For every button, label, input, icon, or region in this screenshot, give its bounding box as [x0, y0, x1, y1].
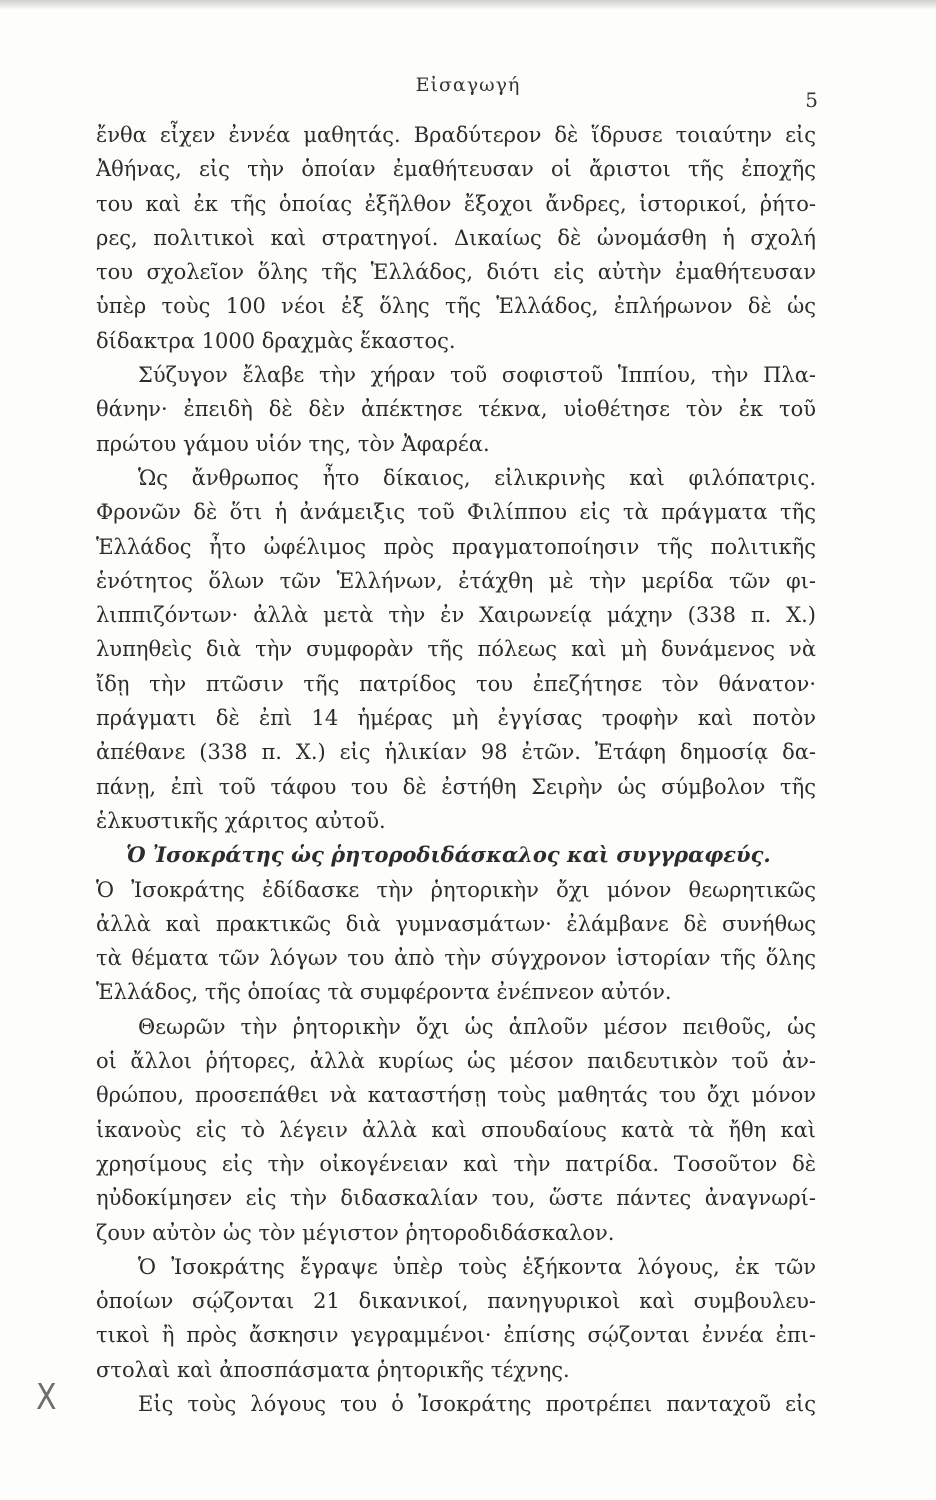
- text-line: Φρονῶν δὲ ὅτι ἡ ἀνάμειξις τοῦ Φιλίππου εἰς τὰ πράγματα τῆς: [96, 500, 816, 525]
- text-line: ἑνότητος ὅλων τῶν Ἑλλήνων, ἐτάχθη μὲ τὴν μερίδα τῶν φι-: [96, 568, 816, 593]
- text-line: τικοὶ ἢ πρὸς ἄσκησιν γεγραμμένοι· ἐπίσης σῴζονται ἐννέα ἐπι-: [96, 1323, 816, 1348]
- text-line: θάνην· ἐπειδὴ δὲ δὲν ἀπέκτησε τέκνα, υἱοθέτησε τὸν ἐκ τοῦ: [96, 397, 816, 422]
- section-heading: Ὁ Ἰσοκράτης ὡς ῥητοροδιδάσκαλος καὶ συγγραφεύς.: [126, 842, 771, 868]
- text-line: Εἰς τοὺς λόγους του ὁ Ἰσοκράτης προτρέπει πανταχοῦ εἰς: [138, 1391, 816, 1416]
- text-line: πάνῃ, ἐπὶ τοῦ τάφου του δὲ ἐστήθη Σειρὴν ὡς σύμβολον τῆς: [96, 774, 816, 799]
- text-line: Ἑλλάδος, τῆς ὁποίας τὰ συμφέροντα ἐνέπνεον αὐτόν.: [96, 980, 672, 1005]
- text-line: Ὡς ἄνθρωπος ἦτο δίκαιος, εἰλικρινὴς καὶ φιλόπατρις.: [138, 465, 816, 490]
- text-line: τὰ θέματα τῶν λόγων του ἀπὸ τὴν σύγχρονον ἱστορίαν τῆς ὅλης: [96, 946, 816, 971]
- text-line: λυπηθεὶς διὰ τὴν συμφορὰν τῆς πόλεως καὶ μὴ δυνάμενος νὰ: [96, 637, 816, 662]
- text-line: Ὁ Ἰσοκράτης ἐδίδασκε τὴν ῥητορικὴν ὄχι μόνον θεωρητικῶς: [96, 877, 816, 902]
- page-header: [0, 74, 936, 112]
- text-line: ἀπέθανε (338 π. Χ.) εἰς ἡλικίαν 98 ἐτῶν. Ἐτάφη δημοσίᾳ δα-: [96, 740, 816, 765]
- text-line: ηὐδοκίμησεν εἰς τὴν διδασκαλίαν του, ὥστε πάντες ἀναγνωρί-: [96, 1186, 816, 1211]
- text-line: θρώπου, προσεπάθει νὰ καταστήσῃ τοὺς μαθητάς του ὄχι μόνον: [96, 1083, 816, 1108]
- text-line: του σχολεῖον ὅλης τῆς Ἑλλάδος, διότι εἰς αὐτὴν ἐμαθήτευσαν: [96, 260, 816, 285]
- page-number: 5: [805, 88, 818, 112]
- text-line: στολαὶ καὶ ἀποσπάσματα ῥητορικῆς τέχνης.: [96, 1357, 570, 1382]
- text-line: του καὶ ἐκ τῆς ὁποίας ἐξῆλθον ἔξοχοι ἄνδρες, ἱστορικοί, ῥήτο-: [96, 191, 816, 216]
- text-line: ἀλλὰ καὶ πρακτικῶς διὰ γυμνασμάτων· ἐλάμβανε δὲ συνήθως: [96, 911, 816, 936]
- text-line: πρώτου γάμου υἱόν της, τὸν Ἀφαρέα.: [96, 431, 490, 456]
- running-title: Εἰσαγωγή: [415, 74, 521, 96]
- handwritten-margin-mark: X: [36, 1376, 57, 1419]
- text-line: Ἑλλάδος ἦτο ὠφέλιμος πρὸς πραγματοποίησιν τῆς πολιτικῆς: [96, 534, 816, 559]
- text-line: ὑπὲρ τοὺς 100 νέοι ἐξ ὅλης τῆς Ἑλλάδος, ἐπλήρωνον δὲ ὡς: [96, 294, 816, 319]
- text-line: Θεωρῶν τὴν ῥητορικὴν ὄχι ὡς ἁπλοῦν μέσον πειθοῦς, ὡς: [138, 1014, 816, 1039]
- text-line: ρες, πολιτικοὶ καὶ στρατηγοί. Δικαίως δὲ ὠνομάσθη ἡ σχολή: [96, 225, 816, 250]
- text-line: Ἀθήνας, εἰς τὴν ὁποίαν ἐμαθήτευσαν οἱ ἄριστοι τῆς ἐποχῆς: [96, 157, 816, 182]
- text-line: ζουν αὐτὸν ὡς τὸν μέγιστον ῥητοροδιδάσκαλον.: [96, 1220, 615, 1245]
- page-top-edge: [0, 0, 936, 10]
- text-line: Σύζυγον ἔλαβε τὴν χήραν τοῦ σοφιστοῦ Ἱππίου, τὴν Πλα-: [138, 363, 816, 388]
- text-line: δίδακτρα 1000 δραχμὰς ἕκαστος.: [96, 328, 456, 353]
- text-line: ἴδῃ τὴν πτῶσιν τῆς πατρίδος του ἐπεζήτησε τὸν θάνατον·: [96, 671, 816, 696]
- text-line: ἱκανοὺς εἰς τὸ λέγειν ἀλλὰ καὶ σπουδαίους κατὰ τὰ ἤθη καὶ: [96, 1117, 816, 1142]
- text-line: ἑλκυστικῆς χάριτος αὐτοῦ.: [96, 808, 386, 833]
- text-line: χρησίμους εἰς τὴν οἰκογένειαν καὶ τὴν πατρίδα. Τοσοῦτον δὲ: [96, 1151, 816, 1176]
- body-text: [96, 118, 816, 1421]
- text-line: Ὁ Ἰσοκράτης ἔγραψε ὑπὲρ τοὺς ἑξήκοντα λόγους, ἐκ τῶν: [138, 1254, 816, 1279]
- text-line: οἱ ἄλλοι ῥήτορες, ἀλλὰ κυρίως ὡς μέσον παιδευτικὸν τοῦ ἀν-: [96, 1049, 816, 1074]
- text-line: πράγματι δὲ ἐπὶ 14 ἡμέρας μὴ ἐγγίσας τροφὴν καὶ ποτὸν: [96, 706, 816, 731]
- text-line: ὁποίων σῴζονται 21 δικανικοί, πανηγυρικοὶ καὶ συμβουλευ-: [96, 1289, 816, 1314]
- text-line: ἔνθα εἶχεν ἐννέα μαθητάς. Βραδύτερον δὲ ἵδρυσε τοιαύτην εἰς: [96, 123, 816, 147]
- text-line: λιππιζόντων· ἀλλὰ μετὰ τὴν ἐν Χαιρωνείᾳ μάχην (338 π. Χ.): [96, 603, 816, 628]
